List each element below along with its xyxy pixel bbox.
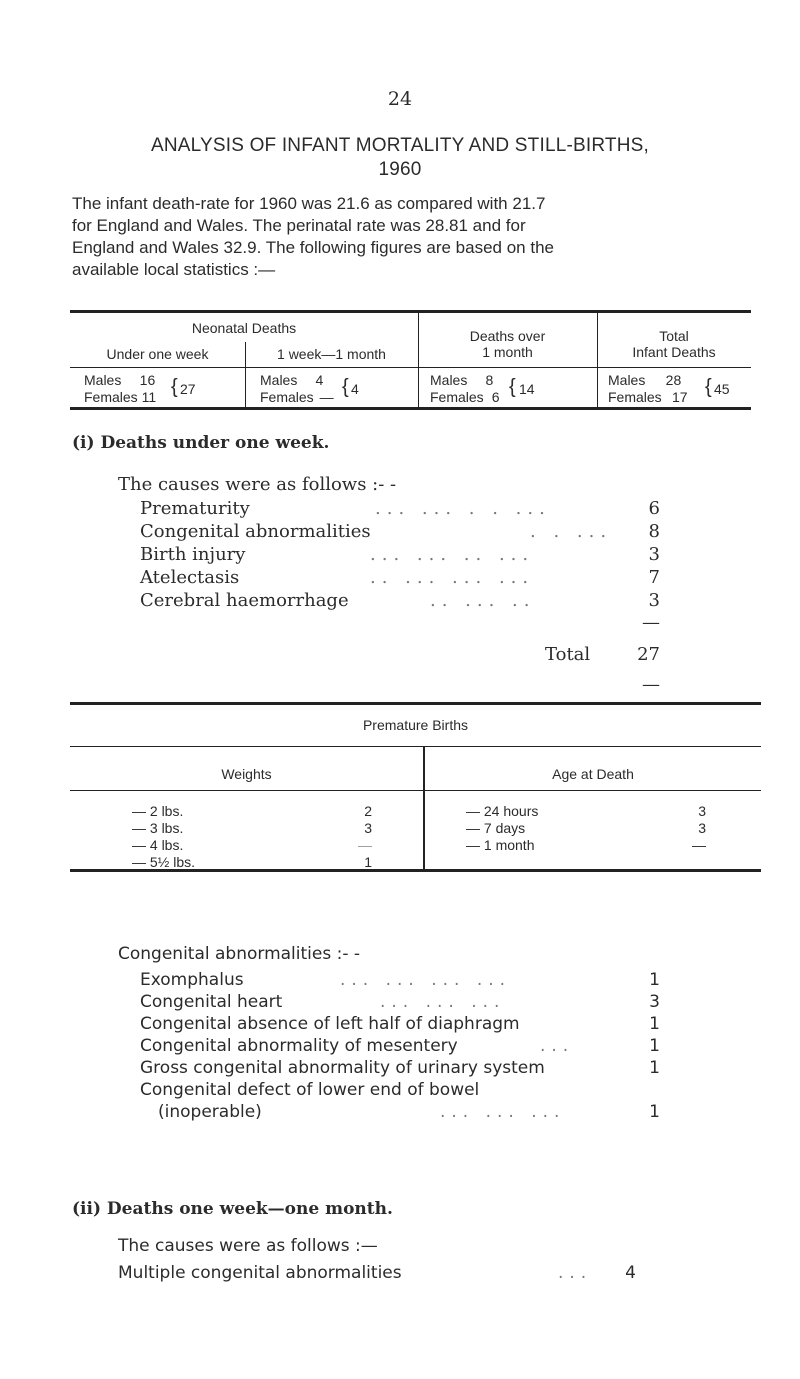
congenital-list xyxy=(140,969,680,1123)
table-top-rule xyxy=(70,310,751,313)
weights-list xyxy=(132,803,372,871)
congenital-row xyxy=(140,1057,680,1079)
congenital-value: 1 xyxy=(649,970,660,990)
congenital-row: Congenital abnormality of mesentery ... 1 xyxy=(140,1036,660,1056)
section-ii-intro: The causes were as follows :— xyxy=(118,1236,378,1256)
age-header: Age at Death xyxy=(552,766,634,782)
females-value: 17 xyxy=(672,389,688,405)
col4-header-line: Total xyxy=(659,328,689,344)
cause-value: 3 xyxy=(648,590,660,611)
col3-header-line: 1 month xyxy=(482,344,533,360)
page-number: 24 xyxy=(387,88,413,110)
weight-value: 2 xyxy=(364,803,372,819)
females-label: Females xyxy=(260,389,314,405)
weight-row xyxy=(132,837,372,854)
weight-row xyxy=(132,854,372,871)
col3-header-line: Deaths over xyxy=(469,328,546,344)
females-label: Females xyxy=(84,389,138,405)
congenital-row: Congenital heart ... ... ... 3 xyxy=(140,992,660,1012)
premature-top-rule xyxy=(70,702,761,705)
premature-header-rule xyxy=(70,790,761,791)
intro-paragraph xyxy=(72,193,760,281)
females-label: Females xyxy=(430,389,484,405)
col1-header: Under one week xyxy=(106,346,209,362)
section-ii-cause-label: Multiple congenital abnormalities xyxy=(118,1263,402,1283)
males-value: 8 xyxy=(485,372,494,388)
age-value: 3 xyxy=(698,820,706,836)
col1-cell xyxy=(84,372,156,406)
col3-cell xyxy=(430,372,500,406)
congenital-label: Gross congenital abnormality of urinary system xyxy=(140,1058,545,1078)
premature-title: Premature Births xyxy=(362,717,469,733)
section-ii-heading: (ii) Deaths one week—one month. xyxy=(72,1199,393,1219)
col1-total: 27 xyxy=(180,381,196,397)
congenital-value: 1 xyxy=(649,1102,660,1122)
premature-divider xyxy=(423,747,425,872)
weight-row xyxy=(132,803,372,820)
col2-header: 1 week—1 month xyxy=(277,346,386,362)
section-i-heading: (i) Deaths under one week. xyxy=(72,433,330,453)
age-row xyxy=(466,837,706,854)
weight-label: — 4 lbs. xyxy=(132,837,184,853)
congenital-intro: Congenital abnormalities :- - xyxy=(118,944,361,964)
congenital-label: Congenital defect of lower end of bowel xyxy=(140,1080,480,1100)
congenital-label: Congenital heart xyxy=(140,992,283,1012)
weight-value: — xyxy=(358,837,372,853)
brace-icon: { xyxy=(509,376,516,398)
cause-label: Atelectasis xyxy=(140,567,240,588)
congenital-row: (inoperable) ... ... ... 1 xyxy=(158,1102,660,1122)
cause-row: Atelectasis .. ... ... ... 7 xyxy=(140,567,660,588)
weights-header: Weights xyxy=(221,766,272,782)
section-ii-cause-row: Multiple congenital abnormalities ... 4 xyxy=(118,1263,636,1283)
intro-line: The infant death-rate for 1960 was 21.6 as compared with 21.7 xyxy=(72,194,546,213)
col2-total: 4 xyxy=(351,381,359,397)
congenital-label: Congenital absence of left half of diaphragm xyxy=(140,1014,520,1034)
age-value: 3 xyxy=(698,803,706,819)
weight-label: — 2 lbs. xyxy=(132,803,184,819)
congenital-label: Congenital abnormality of mesentery xyxy=(140,1036,458,1056)
age-label: — 1 month xyxy=(466,837,535,853)
females-value: — xyxy=(319,389,334,405)
total-value: 27 xyxy=(637,644,660,665)
weight-value: 1 xyxy=(364,854,372,870)
weight-row xyxy=(132,820,372,837)
cause-label: Congenital abnormalities xyxy=(140,521,371,542)
males-label: Males xyxy=(430,372,468,388)
weight-label: — 5½ lbs. xyxy=(132,854,196,870)
total-rule-top: — xyxy=(642,612,660,633)
cause-label: Prematurity xyxy=(140,498,250,519)
cause-row: Prematurity ... ... . . ... 6 xyxy=(140,498,660,519)
page-title xyxy=(40,134,760,182)
males-value: 4 xyxy=(315,372,324,388)
table-bottom-rule xyxy=(70,407,751,410)
cause-label: Cerebral haemorrhage xyxy=(140,590,349,611)
table-header-rule xyxy=(70,367,751,368)
ages-list xyxy=(466,803,706,854)
congenital-row: Exomphalus ... ... ... ... 1 xyxy=(140,970,660,990)
females-label: Females xyxy=(608,389,662,405)
congenital-row xyxy=(140,1079,680,1101)
cause-value: 6 xyxy=(648,498,660,519)
col4-header xyxy=(597,328,751,360)
intro-line: for England and Wales. The perinatal rate was 28.81 and for xyxy=(72,216,526,235)
age-value: — xyxy=(692,837,706,853)
age-row xyxy=(466,803,706,820)
intro-line: available local statistics :— xyxy=(72,260,276,279)
cause-row: Congenital abnormalities . . ... 8 xyxy=(140,521,660,542)
cause-value: 8 xyxy=(648,521,660,542)
males-value: 16 xyxy=(139,372,156,388)
premature-title-rule xyxy=(70,746,761,747)
col2-cell xyxy=(260,372,334,406)
congenital-row xyxy=(140,1013,680,1035)
cause-row: Cerebral haemorrhage .. ... .. 3 xyxy=(140,590,660,611)
col4-total: 45 xyxy=(714,381,730,397)
congenital-label: Exomphalus xyxy=(140,970,244,990)
col4-cell xyxy=(608,372,688,406)
congenital-value: 1 xyxy=(649,1036,660,1056)
brace-icon: { xyxy=(342,376,349,398)
brace-icon: { xyxy=(171,376,178,398)
cause-value: 7 xyxy=(648,567,660,588)
brace-icon: { xyxy=(705,376,712,398)
cause-label: Birth injury xyxy=(140,544,246,565)
section-ii-cause-value: 4 xyxy=(625,1263,636,1283)
title-line-2: 1960 xyxy=(378,159,422,180)
total-rule-bottom: — xyxy=(642,674,660,695)
cause-row: Birth injury ... ... .. ... 3 xyxy=(140,544,660,565)
congenital-value: 3 xyxy=(649,992,660,1012)
males-label: Males xyxy=(260,372,298,388)
males-label: Males xyxy=(84,372,122,388)
weight-label: — 3 lbs. xyxy=(132,820,184,836)
congenital-label: (inoperable) xyxy=(158,1102,262,1122)
age-label: — 7 days xyxy=(466,820,526,836)
col3-header xyxy=(418,328,597,360)
intro-line: England and Wales 32.9. The following figures are based on the xyxy=(72,238,554,257)
section-i-intro: The causes were as follows :- - xyxy=(118,474,397,495)
total-label: Total xyxy=(545,644,591,665)
congenital-value: 1 xyxy=(649,1014,660,1034)
age-label: — 24 hours xyxy=(466,803,539,819)
age-row xyxy=(466,820,706,837)
males-label: Males xyxy=(608,372,646,388)
col3-total: 14 xyxy=(519,381,535,397)
title-line-1: ANALYSIS OF INFANT MORTALITY AND STILL-BIRTHS, xyxy=(150,135,650,156)
weight-value: 3 xyxy=(364,820,372,836)
col4-header-line: Infant Deaths xyxy=(632,344,716,360)
neonatal-header: Neonatal Deaths xyxy=(191,320,297,336)
females-value: 6 xyxy=(491,389,500,405)
females-value: 11 xyxy=(141,389,157,405)
males-value: 28 xyxy=(665,372,682,388)
congenital-value: 1 xyxy=(649,1058,660,1078)
cause-value: 3 xyxy=(648,544,660,565)
